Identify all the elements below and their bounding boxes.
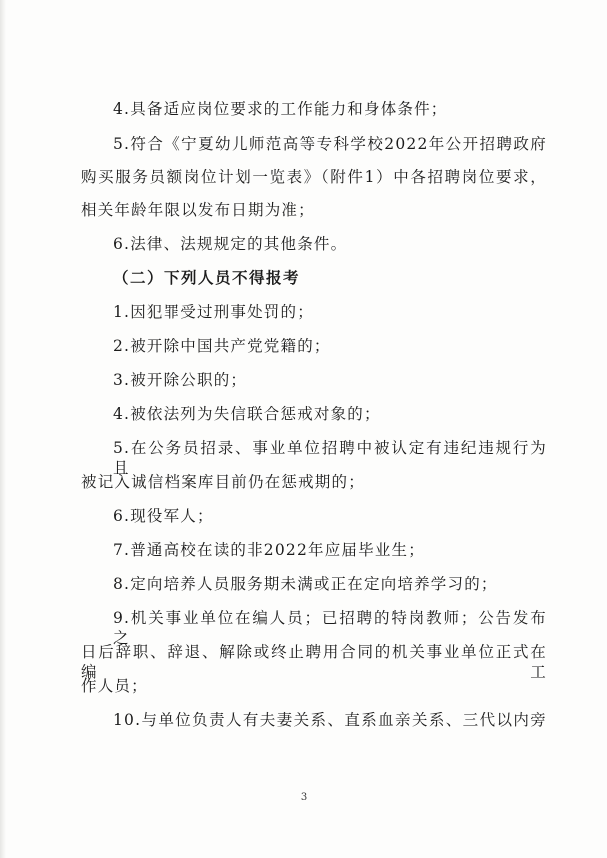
text-line: 5.在公务员招录、事业单位招聘中被认定有违纪违规行为且 xyxy=(113,439,547,477)
text-line: 6.法律、法规规定的其他条件。 xyxy=(113,235,348,253)
text-line: 9.机关事业单位在编人员；已招聘的特岗教师；公告发布之 xyxy=(113,609,547,647)
text-line: 日后辞职、辞退、解除或终止聘用合同的机关事业单位正式在编工 xyxy=(81,643,547,681)
text-line: 7.普通高校在读的非2022年应届毕业生； xyxy=(113,541,425,559)
text-line: 3.被开除公职的； xyxy=(113,371,248,389)
text-line: 4.具备适应岗位要求的工作能力和身体条件； xyxy=(113,100,448,118)
text-line: 被记入诚信档案库目前仍在惩戒期的； xyxy=(81,473,365,491)
text-line: 4.被依法列为失信联合惩戒对象的； xyxy=(113,405,381,423)
text-line: 5.符合《宁夏幼儿师范高等专科学校2022年公开招聘政府 xyxy=(113,135,547,153)
section-heading: （二）下列人员不得报考 xyxy=(113,269,301,287)
text-line: 1.因犯罪受过刑事处罚的； xyxy=(113,303,314,321)
text-line: 作人员； xyxy=(81,677,148,695)
text-line: 8.定向培养人员服务期未满或正在定向培养学习的； xyxy=(113,575,498,593)
text-line: 2.被开除中国共产党党籍的； xyxy=(113,337,331,355)
page-number: 3 xyxy=(300,792,308,803)
text-line: 10.与单位负责人有夫妻关系、直系血亲关系、三代以内旁 xyxy=(113,711,547,729)
text-line: 相关年龄年限以发布日期为准； xyxy=(81,201,315,219)
text-line: 购买服务员额岗位计划一览表》（附件1）中各招聘岗位要求， xyxy=(81,168,547,186)
text-line: 6.现役军人； xyxy=(113,507,214,525)
